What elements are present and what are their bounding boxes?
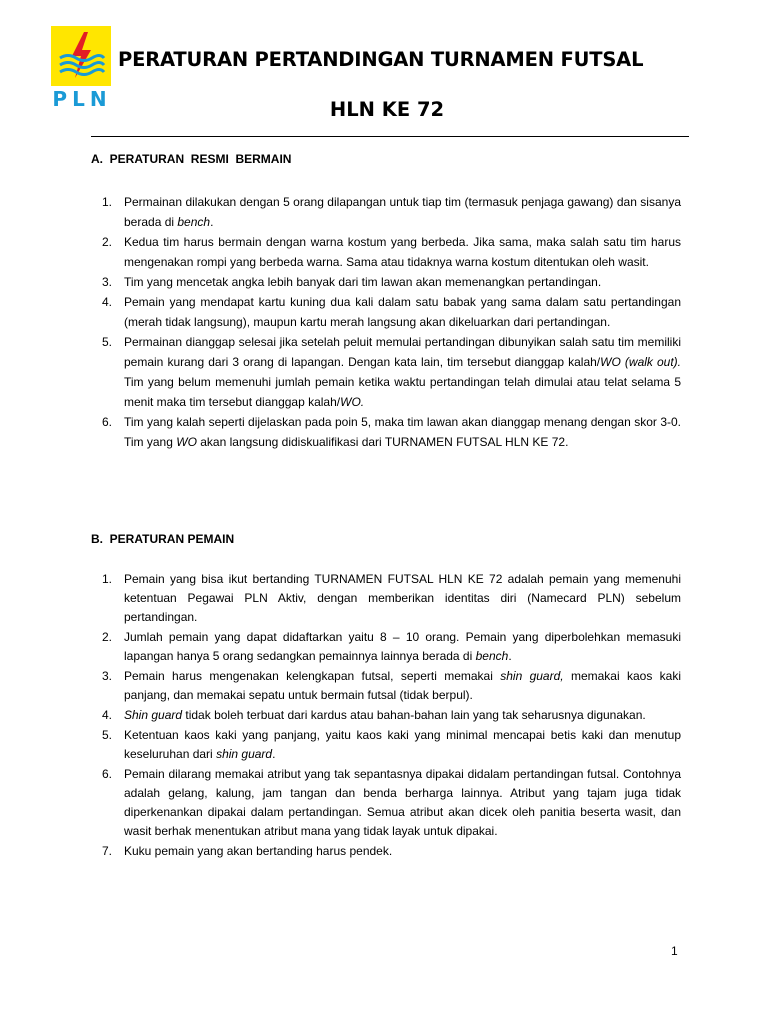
rule-item <box>102 412 681 452</box>
rule-number: 6. <box>102 415 113 429</box>
section-a-list <box>102 192 681 452</box>
rule-text: Pemain yang mendapat kartu kuning dua kali dalam satu babak yang sama dalam satu pertandingan (merah tidak langsung), maupun kartu merah langsung akan dikeluarkan dari pertandingan. <box>124 295 681 329</box>
section-b-list <box>102 570 681 862</box>
rule-item <box>102 332 681 412</box>
rule-emphasis: WO <box>176 435 197 449</box>
pln-logo-text: PLN <box>52 87 112 111</box>
pln-logo-emblem <box>51 26 111 86</box>
rule-item <box>102 667 681 705</box>
rule-text: Permainan dilakukan dengan 5 orang dilapangan untuk tiap tim (termasuk penjaga gawang) dan sisanya berada di <box>124 195 681 229</box>
rule-number: 4. <box>102 295 113 309</box>
rule-item <box>102 272 681 292</box>
rule-item <box>102 570 681 627</box>
rule-number: 2. <box>102 235 113 249</box>
rule-emphasis: shin guard, <box>500 669 564 683</box>
rule-text: Kuku pemain yang akan bertanding harus pendek. <box>124 844 393 858</box>
rule-text: Jumlah pemain yang dapat didaftarkan yaitu 8 – 10 orang. Pemain yang diperbolehkan memasuki lapangan hanya 5 orang sedangkan pemainnya lainnya berada di <box>124 630 681 663</box>
rule-item <box>102 726 681 764</box>
rule-text: Permainan dianggap selesai jika setelah peluit memulai pertandingan dibunyikan salah satu tim memiliki pemain kurang dari 3 orang di lapangan. Dengan kata lain, tim tersebut dianggap kalah/ <box>124 335 681 369</box>
rule-text: Tim yang kalah seperti dijelaskan pada poin 5, maka tim lawan akan dianggap menang dengan skor 3-0. Tim yang <box>124 415 681 449</box>
rule-text: Kedua tim harus bermain dengan warna kostum yang berbeda. Jika sama, maka salah satu tim harus mengenakan rompi yang berbeda warna. Sama atau tidaknya warna kostum ditentukan oleh wasit. <box>124 235 681 269</box>
section-b-heading: B. PERATURAN PEMAIN <box>91 532 235 546</box>
rule-emphasis: WO (walk out). <box>600 355 682 369</box>
rule-number: 2. <box>102 630 113 644</box>
rule-emphasis: Shin guard <box>124 708 183 722</box>
rule-number: 5. <box>102 335 113 349</box>
rule-text: Pemain yang bisa ikut bertanding TURNAMEN FUTSAL HLN KE 72 adalah pemain yang memenuhi ketentuan Pegawai PLN Aktiv, dengan memberikan identitas diri (Namecard PLN) sebelum pertandingan. <box>124 572 681 624</box>
rule-number: 4. <box>102 708 113 722</box>
rule-text: Pemain harus mengenakan kelengkapan futsal, seperti memakai <box>124 669 501 683</box>
document-title: PERATURAN PERTANDINGAN TURNAMEN FUTSAL <box>118 48 644 71</box>
rule-number: 5. <box>102 728 113 742</box>
rule-text: Tim yang belum memenuhi jumlah pemain ketika waktu pertandingan telah dimulai atau telat selama 5 menit maka tim tersebut dianggap kalah/ <box>124 375 681 409</box>
rule-text: Pemain dilarang memakai atribut yang tak sepantasnya dipakai didalam pertandingan futsal. Contohnya adalah gelang, kalung, jam tangan dan benda berharga lainnya. Atribut yang tajam juga tidak diperkenankan dipakai dalam pertandingan. Semua atribut akan dicek oleh panitia beserta wasit, dan wasit berhak menentukan atribut mana yang tidak layak untuk dipakai. <box>124 767 681 838</box>
rule-text: . <box>210 215 214 229</box>
rule-text: Ketentuan kaos kaki yang panjang, yaitu kaos kaki yang minimal mencapai betis kaki dan menutup keseluruhan dari <box>124 728 681 761</box>
rule-emphasis: WO. <box>340 395 365 409</box>
rule-item <box>102 192 681 232</box>
rule-emphasis: bench <box>475 649 509 663</box>
rule-text: Tim yang mencetak angka lebih banyak dari tim lawan akan memenangkan pertandingan. <box>124 275 602 289</box>
lightning-wave-icon <box>51 26 111 86</box>
rule-number: 1. <box>102 195 113 209</box>
page-number: 1 <box>671 944 678 958</box>
rule-number: 6. <box>102 767 113 781</box>
rule-item <box>102 842 681 861</box>
rule-text: akan langsung didiskualifikasi dari TURNAMEN FUTSAL HLN KE 72. <box>196 435 569 449</box>
rule-number: 7. <box>102 844 113 858</box>
rule-emphasis: shin guard <box>216 747 273 761</box>
rule-number: 3. <box>102 669 113 683</box>
rule-text: . <box>508 649 512 663</box>
rule-text: tidak boleh terbuat dari kardus atau bahan-bahan lain yang tak seharusnya digunakan. <box>182 708 646 722</box>
rule-emphasis: bench <box>177 215 211 229</box>
rule-number: 3. <box>102 275 113 289</box>
rule-item <box>102 765 681 841</box>
document-subtitle: HLN KE 72 <box>329 98 445 121</box>
header-divider <box>91 136 689 137</box>
rule-item <box>102 706 681 725</box>
rule-item <box>102 232 681 272</box>
rule-item <box>102 628 681 666</box>
section-a-heading: A. PERATURAN RESMI BERMAIN <box>91 152 292 166</box>
rule-text: . <box>272 747 276 761</box>
rule-number: 1. <box>102 572 113 586</box>
rule-item <box>102 292 681 332</box>
rule-text: memakai kaos kaki panjang, dan memakai sepatu untuk bermain futsal (tidak berpul). <box>124 669 682 702</box>
